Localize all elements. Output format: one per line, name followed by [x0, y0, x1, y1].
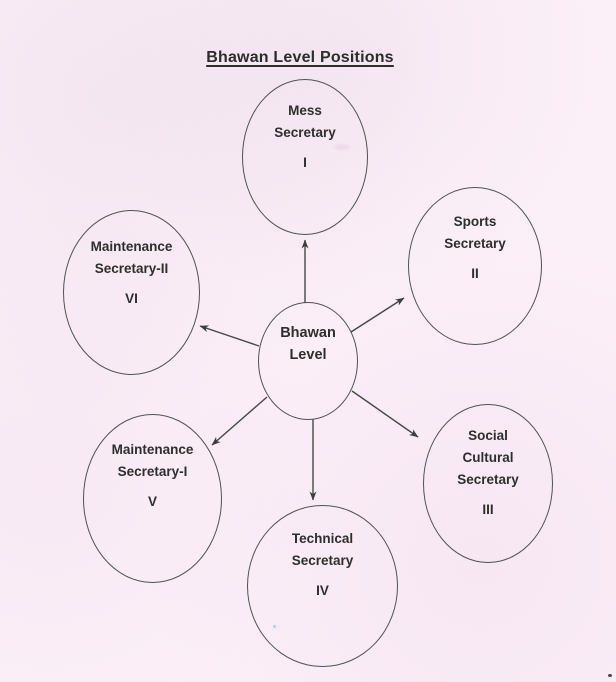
node-technical-secretary — [247, 505, 398, 667]
page-title: Bhawan Level Positions — [206, 49, 394, 66]
arrow-center-to-maintenance-secretary-1 — [212, 397, 267, 445]
node-label-line: Sports — [453, 214, 497, 229]
node-label-line: Social — [468, 427, 508, 443]
node-label-line: Secretary — [274, 125, 336, 140]
arrow-center-to-maintenance-secretary-2 — [200, 326, 259, 346]
node-bhawan-level — [258, 302, 358, 420]
arrow-center-to-sports-secretary — [351, 298, 404, 332]
node-maintenance-secretary-1 — [83, 414, 222, 583]
node-maintenance-secretary-2 — [63, 210, 200, 375]
node-label-line: Secretary — [444, 236, 506, 251]
node-numeral: IV — [316, 583, 329, 598]
node-numeral: V — [147, 493, 157, 509]
node-label-line: Maintenance — [90, 238, 173, 254]
node-label-line: Secretary-II — [94, 260, 169, 276]
node-label-line: Technical — [291, 531, 354, 546]
arrow-center-to-social-cultural-secretary — [352, 391, 418, 437]
node-numeral: VI — [125, 290, 138, 306]
node-sports-secretary — [408, 187, 542, 345]
node-mess-secretary — [242, 79, 368, 235]
node-label-line: Secretary — [291, 553, 354, 568]
scan-smudge — [334, 144, 350, 150]
node-label-line: Secretary-I — [117, 463, 188, 479]
node-social-cultural-secretary — [423, 404, 553, 563]
node-label-line: Secretary — [457, 471, 519, 487]
scan-speck — [273, 625, 276, 628]
scan-speck — [608, 674, 612, 677]
node-numeral: III — [482, 501, 494, 517]
node-numeral: I — [303, 155, 307, 170]
node-label-line: Maintenance — [111, 441, 194, 457]
node-label-line: Cultural — [462, 449, 514, 465]
node-label-line: Mess — [288, 103, 322, 118]
node-label-line: Level — [289, 347, 327, 363]
node-numeral: II — [471, 266, 479, 281]
node-label-line: Bhawan — [280, 325, 336, 341]
